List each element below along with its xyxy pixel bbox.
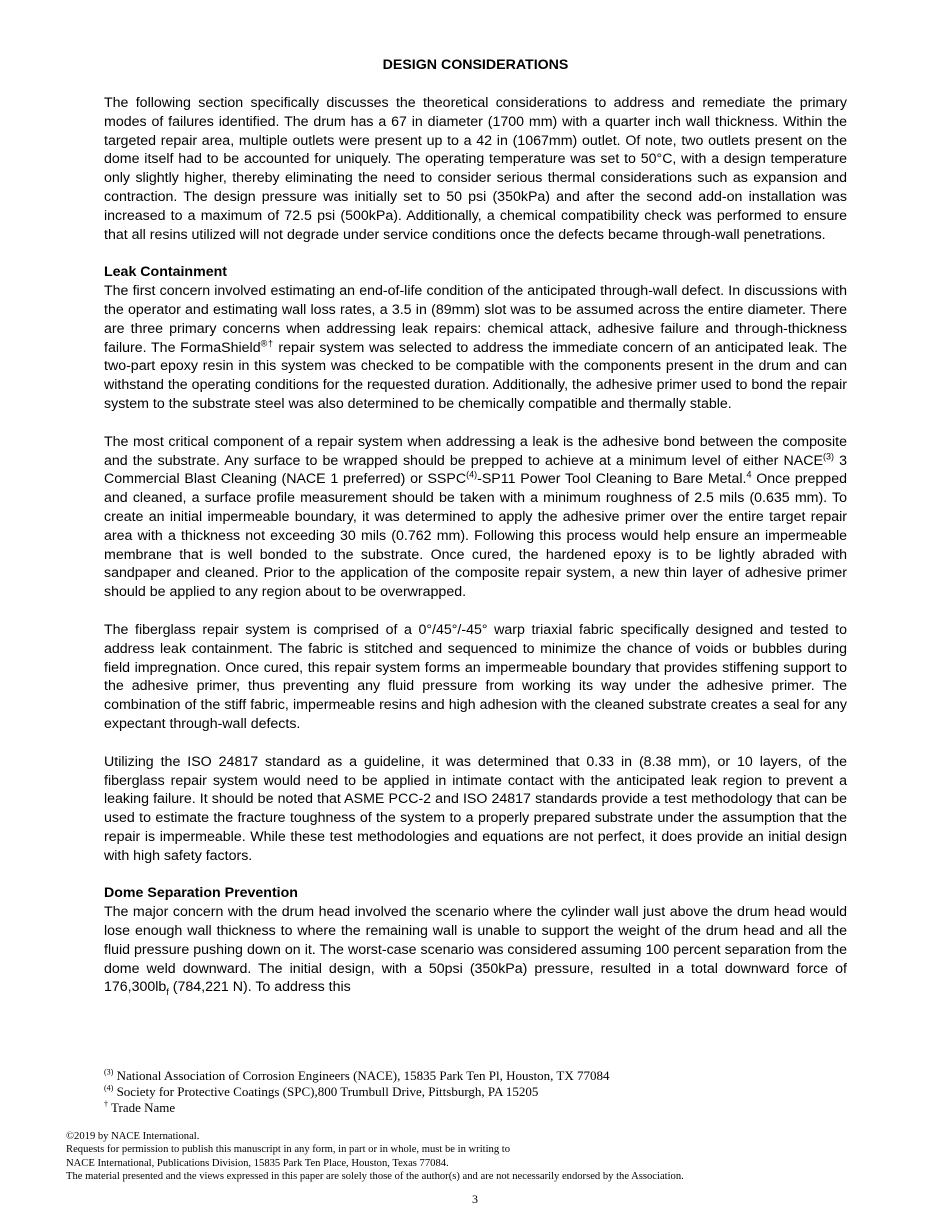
page-body [104, 56, 847, 1016]
dome-paragraph-1 [104, 903, 847, 997]
leak-paragraph-1 [104, 282, 847, 414]
force-subscript: f [166, 987, 169, 998]
intro-paragraph: The following section specifically discusses the theoretical considerations to address and remediate the primary modes of failures identified. The drum has a 67 in diameter (1700 mm) with a quarter inch wall thickness. Within the targeted repair area, multiple outlets were present up to a 42 in (1067mm) outlet. Of note, two outlets present on the dome itself had to be accounted for uniquely. The operating temperature was set to 50°C, with a design temperature only slightly higher, thereby eliminating the need to consider serious thermal considerations such as expansion and contraction. The design pressure was initially set to 50 psi (350kPa) and after the second add-on installation was increased to a maximum of 72.5 psi (500kPa). Additionally, a chemical compatibility check was performed to ensure that all resins utilized will not degrade under service conditions once the defects became through-wall penetrations. [104, 95, 847, 243]
leak-p2-text-c: -SP11 Power Tool Cleaning to Bare Metal. [477, 471, 747, 488]
leak-paragraph-4: Utilizing the ISO 24817 standard as a guideline, it was determined that 0.33 in (8.38 mm), or 10 layers, of the fiberglass repair system would need to be applied in intimate contact with the anticipated leak region to prevent a leaking failure. It should be noted that ASME PCC-2 and ISO 24817 standards provide a test methodology that can be used to estimate the fracture toughness of the system to a properly prepared substrate under the assumption that the repair is impermeable. While these test methodologies and equations are not perfect, it does provide an initial design with high safety factors. [104, 753, 847, 864]
footnote-mark: (3) [104, 1067, 114, 1077]
address-line: NACE International, Publications Division, 15835 Park Ten Place, Houston, Texas 77084. [66, 1157, 449, 1169]
footnote-ref-3: (3) [822, 450, 834, 461]
page-number: 3 [472, 1192, 478, 1206]
trademark-sup: ®† [260, 337, 274, 348]
leak-containment-heading: Leak Containment [104, 264, 227, 281]
leak-paragraph-3: The fiberglass repair system is comprised of a 0°/45°/-45° warp triaxial fabric specifically designed and tested to address leak containment. The fabric is stitched and sequenced to minimize the chance of voids or bubbles during field impregnation. Once cured, this repair system forms an impermeable boundary that provides stiffening support to the adhesive primer, thus preventing any fluid pressure from working its way under the adhesive primer. The combination of the stiff fabric, impermeable resins and high adhesion with the cleaned substrate creates a seal for any expectant through-wall defects. [104, 621, 847, 732]
leak-p2-text-b: 3 Commercial Blast Cleaning (NACE 1 preferred) or SSPC [104, 452, 847, 488]
section-title: DESIGN CONSIDERATIONS [382, 57, 569, 73]
leak-p1-text-a: The first concern involved estimating an end-of-life condition of the anticipated through-wall defect. In discussions with the operator and estimating wall loss rates, a 3.5 in (89mm) slot was to be assumed across the entire diameter. There are three primary concerns when addressing leak repairs: chemical attack, adhesive failure and through-thickness failure. The FormaShield [104, 283, 847, 356]
footnote-text: Society for Protective Coatings (SPC),800 Trumbull Drive, Pittsburgh, PA 15205 [113, 1084, 539, 1099]
footnote-mark: (4) [104, 1083, 114, 1093]
copyright-footer [66, 1130, 896, 1184]
leak-p2-text-d: Once prepped and cleaned, a surface profile measurement should be taken with a minimum roughness of 2.5 mils (0.635 mm). To create an initial impermeable boundary, it was determined to apply the adhesive primer over the entire target repair area with a thickness not exceeding 30 mils (0.762 mm). Following this process would help ensure an impermeable membrane that is well bonded to the substrate. Once cured, the hardened epoxy is to be lightly abraded with sandpaper and cleaned. Prior to the application of the composite repair system, a new thin layer of adhesive primer should be applied to any region about to be overwrapped. [104, 471, 847, 601]
leak-paragraph-2 [104, 433, 847, 602]
dome-separation-heading: Dome Separation Prevention [104, 885, 298, 902]
footnote-text: Trade Name [108, 1100, 176, 1115]
footnote-3 [104, 1068, 847, 1084]
permission-line: Requests for permission to publish this manuscript in any form, in part or in whole, must be in writing to [66, 1144, 511, 1156]
footnotes [104, 1068, 847, 1116]
dome-p1-text-b: (784,221 N). To address this [168, 979, 351, 996]
leak-p2-text-a: The most critical component of a repair system when addressing a leak is the adhesive bond between the composite and the substrate. Any surface to be wrapped should be prepped to achieve at a minimum level of either NACE [104, 433, 847, 469]
copyright-line: ©2019 by NACE International. [66, 1131, 200, 1142]
citation-ref-4: 4 [746, 469, 752, 480]
dome-p1-text-a: The major concern with the drum head involved the scenario where the cylinder wall just above the drum head would lose enough wall thickness to where the remaining wall is unable to support the weight of the drum head and all the fluid pressure pushing down on it. The worst-case scenario was considered assuming 100 percent separation from the dome weld downward. The initial design, with a 50psi (350kPa) pressure, resulted in a total downward force of 176,300lb [104, 904, 847, 996]
footnote-ref-4: (4) [466, 469, 478, 480]
disclaimer-line: The material presented and the views expressed in this paper are solely those of the author(s) and are not necessarily endorsed by the Association. [66, 1171, 684, 1183]
footnote-4 [104, 1084, 847, 1100]
footnote-mark: † [104, 1099, 108, 1109]
leak-p1-text-b: repair system was selected to address the immediate concern of an anticipated leak. The two-part epoxy resin in this system was checked to be compatible with the components present in the drum and can withstand the operating conditions for the requested duration. Additionally, the adhesive primer used to bond the repair system to the substrate steel was also determined to be chemically compatible and thermally stable. [104, 339, 848, 412]
footnote-text: National Association of Corrosion Engineers (NACE), 15835 Park Ten Pl, Houston, TX 77084 [113, 1068, 610, 1083]
footnote-trade-name [104, 1100, 847, 1116]
